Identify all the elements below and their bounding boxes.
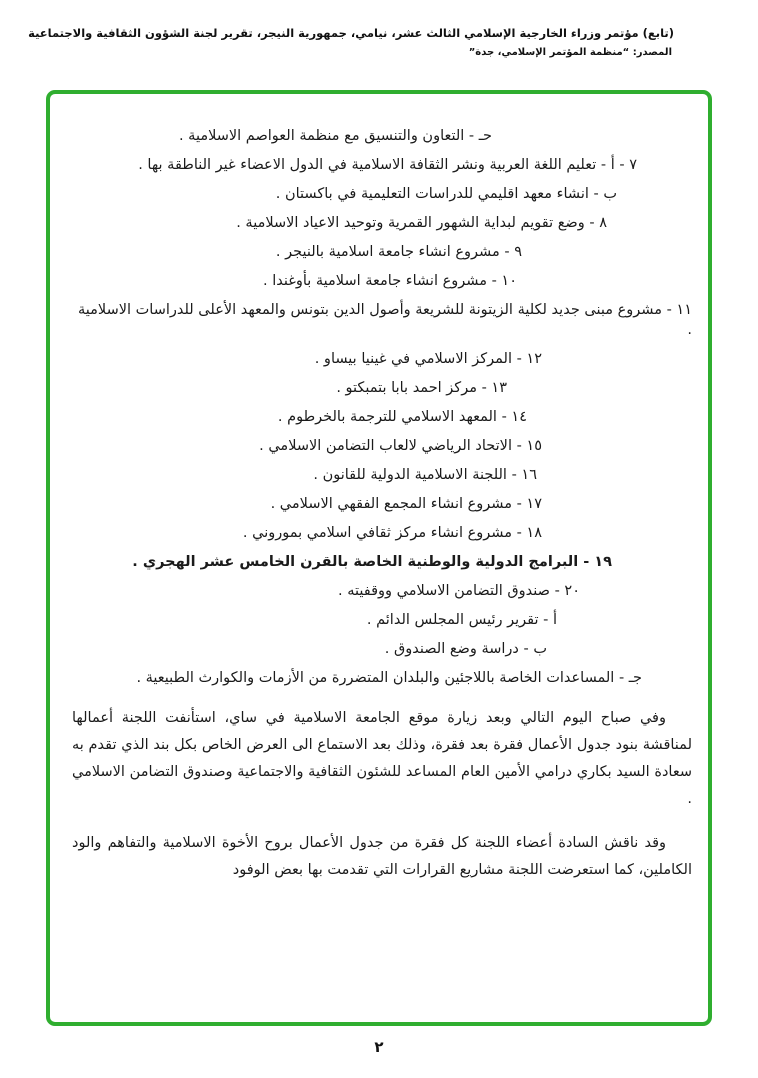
document-paragraph: وقد ناقش السادة أعضاء اللجنة كل فقرة من جدول الأعمال بروح الأخوة الاسلامية والتفاهم والود الكاملين، كما استعرضت اللجنة مشاريع القرارات التي تقدمت بها بعض الوفود [72, 835, 692, 878]
page-number: ٢ [374, 1038, 384, 1056]
document-line: ١١ - مشروع مبنى جديد لكلية الزيتونة للشريعة وأصول الدين بتونس والمعهد الأعلى للدراسات الاسلامية . [78, 302, 692, 338]
document-line: ١٨ - مشروع انشاء مركز ثقافي اسلامي بموروني . [242, 525, 542, 541]
content-frame [46, 90, 712, 1026]
document-line: ١٧ - مشروع انشاء المجمع الفقهي الاسلامي . [270, 496, 542, 512]
document-line: ١٦ - اللجنة الاسلامية الدولية للقانون . [313, 467, 537, 483]
document-line: حـ - التعاون والتنسيق مع منظمة العواصم الاسلامية . [178, 128, 492, 144]
document-line: ١٣ - مركز احمد بابا بتمبكتو . [336, 380, 507, 396]
document-line: ب - دراسة وضع الصندوق . [384, 641, 547, 657]
header-source: المصدر: “منظمة المؤتمر الإسلامي، جدة” [468, 47, 672, 59]
document-line: ١٩ - البرامج الدولية والوطنية الخاصة بالقرن الخامس عشر الهجري . [132, 554, 612, 570]
document-line: ب - انشاء معهد اقليمي للدراسات التعليمية في باكستان . [275, 186, 617, 202]
document-line: ١٢ - المركز الاسلامي في غينيا بيساو . [314, 351, 542, 367]
document-line: ٢٠ - صندوق التضامن الاسلامي ووقفيته . [338, 583, 580, 599]
document-line: ٧ - أ - تعليم اللغة العربية ونشر الثقافة الاسلامية في الدول الاعضاء غير الناطقة بها . [138, 157, 637, 173]
document-body [72, 126, 692, 884]
header-title: (تابع) مؤتمر وزراء الخارجية الإسلامي الثالث عشر، نيامي، جمهورية النيجر، تقرير لجنة الشؤون الثقافية والاجتماعية [28, 26, 674, 40]
document-header [0, 0, 758, 58]
document-line: جـ - المساعدات الخاصة باللاجئين والبلدان المتضررة من الأزمات والكوارث الطبيعية . [136, 670, 642, 686]
document-line: ١٤ - المعهد الاسلامي للترجمة بالخرطوم . [277, 409, 527, 425]
document-line: ١٥ - الاتحاد الرياضي لالعاب التضامن الاسلامي . [259, 438, 542, 454]
document-paragraph: وفي صباح اليوم التالي وبعد زيارة موقع الجامعة الاسلامية في ساي، استأنفت اللجنة أعمالها لمناقشة بنود جدول الأعمال فقرة بعد فقرة، وذلك بعد الاستماع الى العرض الخاص بكل بند الذي تقدم به سعادة السيد بكاري درامي الأمين العام المساعد للشئون الثقافية والاجتماعية وصندوق التضامن الاسلامي . [72, 710, 692, 807]
document-line: أ - تقرير رئيس المجلس الدائم . [366, 612, 557, 628]
document-line: ٨ - وضع تقويم لبداية الشهور القمرية وتوحيد الاعياد الاسلامية . [236, 215, 607, 231]
document-line: ١٠ - مشروع انشاء جامعة اسلامية بأوغندا . [263, 273, 517, 289]
document-line: ٩ - مشروع انشاء جامعة اسلامية بالنيجر . [275, 244, 522, 260]
